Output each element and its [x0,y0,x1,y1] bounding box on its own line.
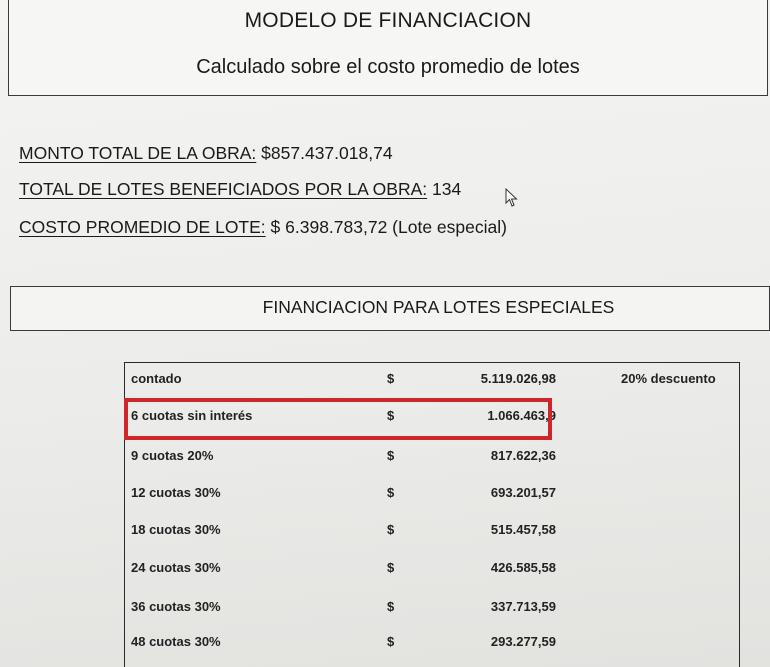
plan-amount: 817.622,36 [490,448,556,463]
currency-symbol: $ [387,448,395,463]
monto-total-line [19,143,393,164]
currency-symbol: $ [387,485,395,500]
table-row [125,518,739,542]
plan-amount: 293.277,59 [490,634,556,649]
currency-symbol: $ [387,634,395,649]
plan-amount: 693.201,57 [490,485,556,500]
plan-label: 48 cuotas 30% [131,634,221,649]
plan-label: 24 cuotas 30% [131,560,221,575]
plan-note: 20% descuento [621,371,716,386]
section-box [10,286,770,331]
costo-promedio-line [19,217,507,238]
plan-label: contado [131,371,182,386]
total-lotes-label: TOTAL DE LOTES BENEFICIADOS POR LA OBRA: [19,179,428,199]
monto-total-value: $857.437.018,74 [261,143,393,163]
table-row [125,481,739,505]
currency-symbol: $ [387,599,395,614]
plan-amount: 515.457,58 [490,522,556,537]
table-row [125,630,739,654]
highlight-box [124,398,552,440]
plan-amount: 5.119.026,98 [480,371,556,386]
mouse-pointer-icon [505,188,519,208]
costo-promedio-value: $ 6.398.783,72 (Lote especial) [270,217,507,237]
table-row [125,367,739,391]
page-title: MODELO DE FINANCIACION [244,9,532,32]
plan-amount: 426.585,58 [490,560,556,575]
costo-promedio-label: COSTO PROMEDIO DE LOTE: [19,217,266,237]
total-lotes-line [19,179,461,200]
currency-symbol: $ [387,371,395,386]
currency-symbol: $ [387,408,395,423]
plan-amount: 1.066.463,9 [487,408,556,423]
table-row [125,556,739,580]
plan-label: 9 cuotas 20% [131,448,214,463]
plan-label: 6 cuotas sin interés [131,408,253,423]
plan-amount: 337.713,59 [490,599,556,614]
currency-symbol: $ [387,560,395,575]
plan-label: 12 cuotas 30% [131,485,221,500]
currency-symbol: $ [387,522,395,537]
plan-label: 36 cuotas 30% [131,599,221,614]
table-row [125,444,739,468]
plan-label: 18 cuotas 30% [131,522,221,537]
total-lotes-value: 134 [432,179,462,199]
title-box [8,0,768,96]
section-title: FINANCIACION PARA LOTES ESPECIALES [262,297,615,317]
page-subtitle: Calculado sobre el costo promedio de lotes [196,56,580,78]
table-row [125,595,739,619]
monto-total-label: MONTO TOTAL DE LA OBRA: [19,143,257,163]
